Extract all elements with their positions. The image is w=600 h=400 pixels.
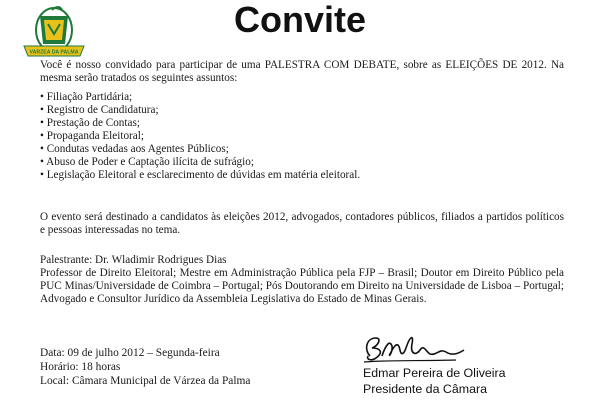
list-item: • Condutas vedadas aos Agentes Públicos; [40, 143, 564, 156]
list-item: • Registro de Candidatura; [40, 104, 564, 117]
signer-info [363, 365, 506, 397]
intro-paragraph: Você é nosso convidado para participar de uma PALESTRA COM DEBATE, sobre as ELEIÇÕES DE 2012. Na mesma serão tratados os seguintes assuntos: [40, 59, 564, 84]
event-time: Horário: 18 horas [40, 361, 121, 373]
speaker-name: Palestrante: Dr. Wladimir Rodrigues Dias [40, 254, 227, 266]
event-date: Data: 09 de julho 2012 – Segunda-feira [40, 347, 220, 359]
list-item: • Abuso de Poder e Captação ilícita de sufrágio; [40, 156, 564, 169]
signer-name: Edmar Pereira de Oliveira [363, 366, 506, 380]
event-location: Local: Câmara Municipal de Várzea da Palma [40, 375, 251, 387]
speaker-bio: Professor de Direito Eleitoral; Mestre em Administração Pública pela FJP – Brasil; Doutor em Direito Público pela PUC Minas/Universidade de Coimbra – Portugal; Pós Doutorando em Direito na Universidade de Lisboa – Portugal; Advogado e Consultor Jurídico da Assembleia Legislativa do Estado de Minas Gerais. [40, 267, 564, 305]
page-title: Convite [233, 0, 366, 40]
list-item: • Prestação de Contas; [40, 117, 564, 130]
audience-paragraph: O evento será destinado a candidatos às eleições 2012, advogados, contadores públicos, filiados a partidos políticos e pessoas interessadas no tema. [40, 211, 564, 236]
list-item: • Propaganda Eleitoral; [40, 130, 564, 143]
signature-block [360, 330, 580, 400]
list-item: • Legislação Eleitoral e esclarecimento de dúvidas em matéria eleitoral. [40, 169, 564, 182]
topics-list [40, 91, 564, 182]
list-item: • Filiação Partidária; [40, 91, 564, 104]
handwritten-signature [360, 330, 470, 366]
speaker-section [40, 254, 564, 306]
signer-role: Presidente da Câmara [363, 382, 487, 396]
svg-text:VARZEA DA PALMA: VARZEA DA PALMA [29, 49, 79, 56]
